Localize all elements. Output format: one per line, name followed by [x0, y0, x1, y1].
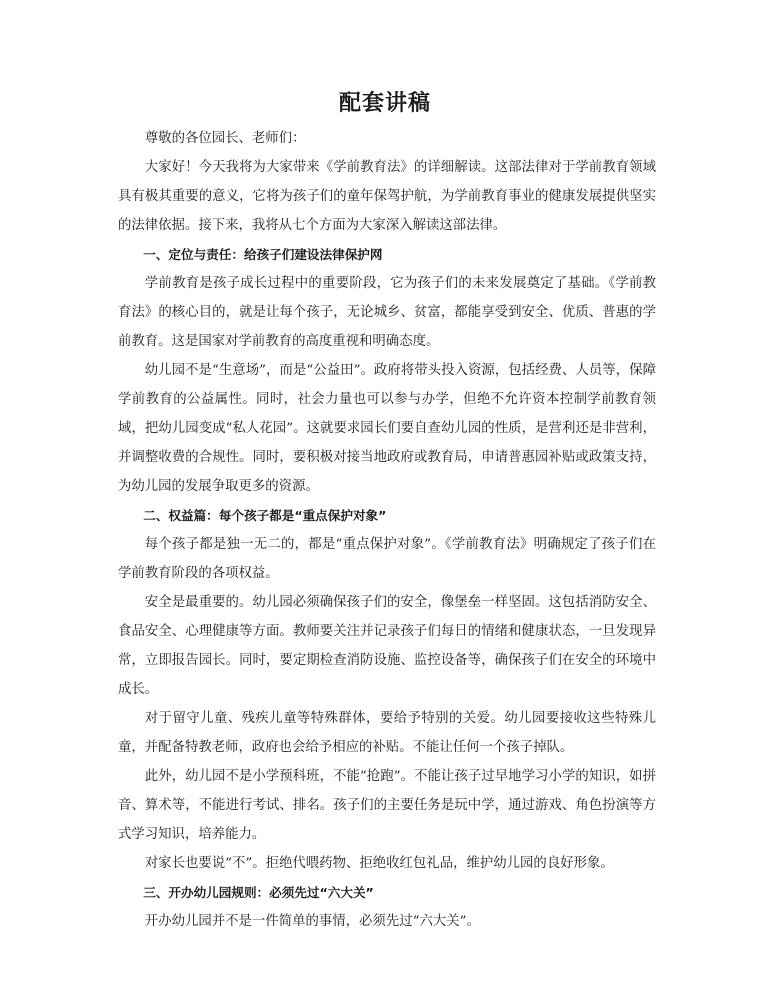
- paragraph: 此外，幼儿园不是小学预科班，不能“抢跑”。不能让孩子过早地学习小学的知识，如拼音、算术等，不能进行考试、排名。孩子们的主要任务是玩中学，通过游戏、角色扮演等方式学习知识，培养能力。: [118, 769, 656, 842]
- document-title: 配套讲稿: [338, 90, 431, 116]
- paragraph-intro: 大家好！今天我将为大家带来《学前教育法》的详细解读。这部法律对于学前教育领域具有极其重要的意义，它将为孩子们的童年保驾护航，为学前教育事业的健康发展提供坚实的法律依据。接下来，我将从七个方面为大家深入解读这部法律。: [118, 160, 656, 233]
- section-heading-2: 二、权益篇：每个孩子都是“重点保护对象”: [143, 508, 387, 523]
- paragraph: 对家长也要说“不”。拒绝代喂药物、拒绝收红包礼品，维护幼儿园的良好形象。: [144, 856, 614, 871]
- section-heading-3: 三、开办幼儿园规则：必须先过“六大关”: [143, 885, 374, 900]
- section-heading-1: 一、定位与责任：给孩子们建设法律保护网: [143, 247, 383, 262]
- salutation: 尊敬的各位园长、老师们：: [144, 131, 306, 146]
- paragraph: 幼儿园不是“生意场”，而是“公益田”。政府将带头投入资源，包括经费、人员等，保障学前教育的公益属性。同时，社会力量也可以参与办学，但绝不允许资本控制学前教育领域，把幼儿园变成“私人花园”。这就要求园长们要自查幼儿园的性质，是营利还是非营利，并调整收费的合规性。同时，要积极对接当地政府或教育局，申请普惠园补贴或政策支持，为幼儿园的发展争取更多的资源。: [118, 363, 656, 494]
- document-body: [118, 124, 656, 936]
- paragraph: 学前教育是孩子成长过程中的重要阶段，它为孩子们的未来发展奠定了基础。《学前教育法》的核心目的，就是让每个孩子，无论城乡、贫富，都能享受到安全、优质、普惠的学前教育。这是国家对学前教育的高度重视和明确态度。: [118, 276, 656, 349]
- paragraph: 对于留守儿童、残疾儿童等特殊群体，要给予特别的关爱。幼儿园要接收这些特殊儿童，并配备特教老师，政府也会给予相应的补贴。不能让任何一个孩子掉队。: [118, 711, 656, 755]
- paragraph: 每个孩子都是独一无二的，都是“重点保护对象”。《学前教育法》明确规定了孩子们在学前教育阶段的各项权益。: [118, 537, 656, 581]
- paragraph: 开办幼儿园并不是一件简单的事情，必须先过“六大关”。: [144, 914, 480, 929]
- paragraph: 安全是最重要的。幼儿园必须确保孩子们的安全，像堡垒一样坚固。这包括消防安全、食品安全、心理健康等方面。教师要关注并记录孩子们每日的情绪和健康状态，一旦发现异常，立即报告园长。同时，要定期检查消防设施、监控设备等，确保孩子们在安全的环境中成长。: [118, 595, 656, 697]
